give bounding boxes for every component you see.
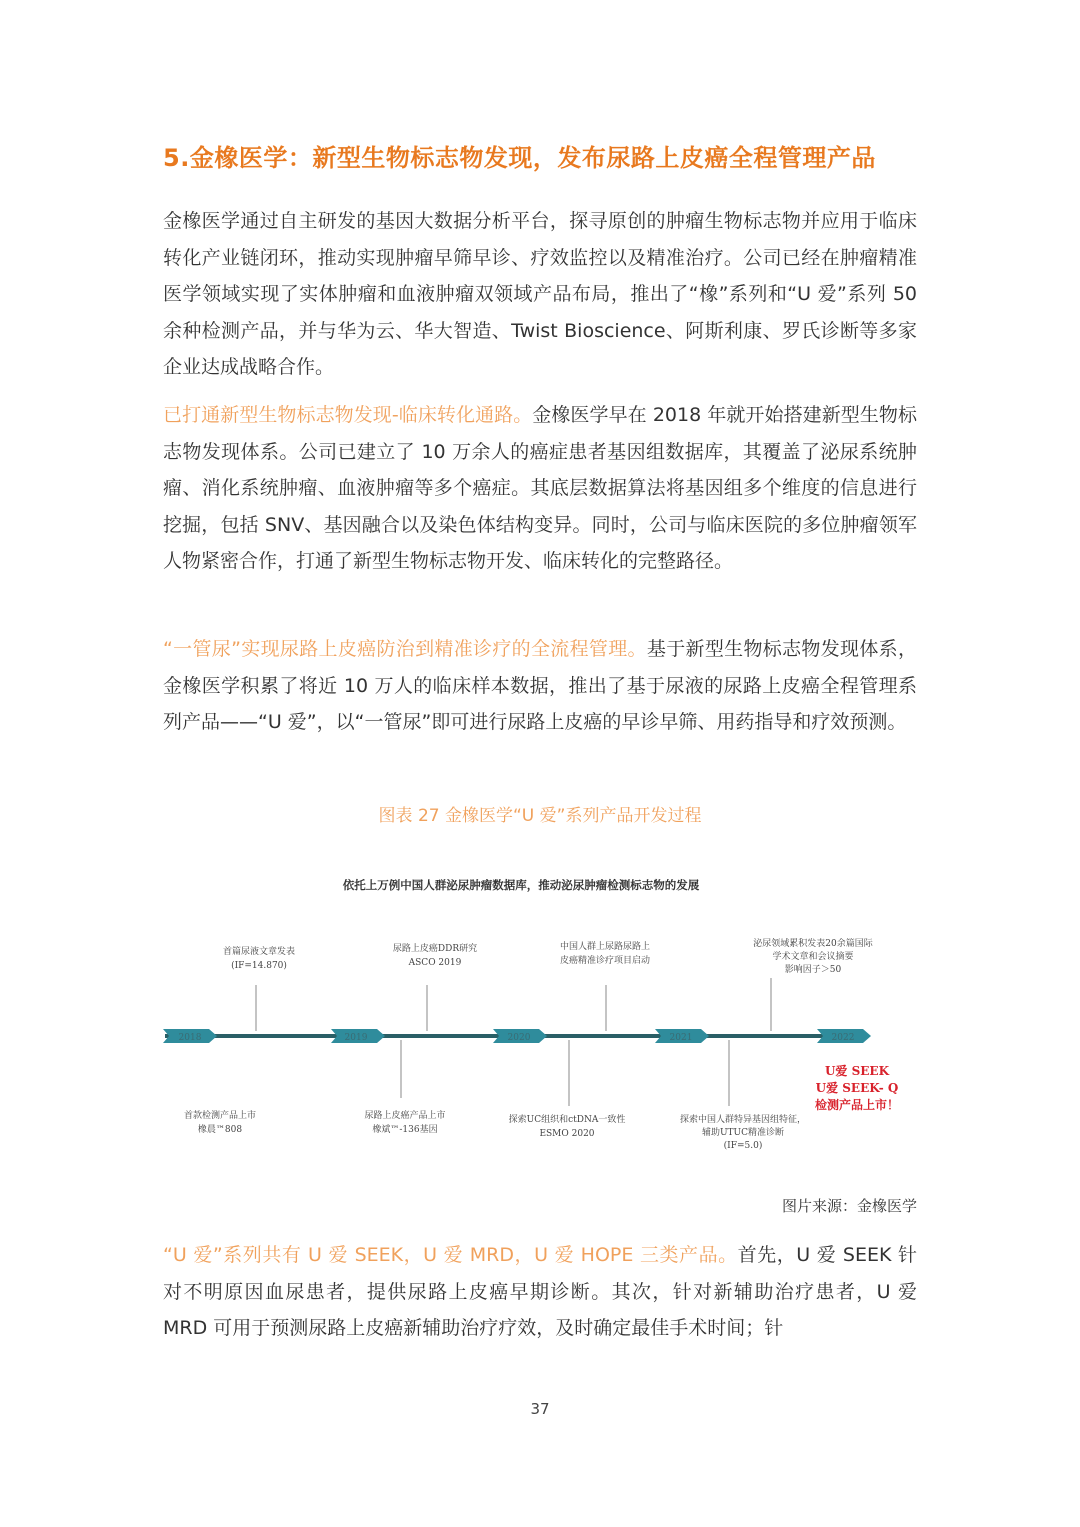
- year-label: 2019: [344, 1033, 368, 1043]
- figure-caption: 图表 27 金橡医学“U 爱”系列产品开发过程: [378, 806, 702, 826]
- year-badge-2018: [163, 1029, 217, 1043]
- event-below: [364, 1109, 445, 1135]
- svg-text:探索UC组织和ctDNA一致性: 探索UC组织和ctDNA一致性: [508, 1115, 626, 1125]
- paragraph-highlight: 已打通新型生物标志物发现-临床转化通路。: [163, 404, 533, 426]
- year-badge-2022: [817, 1029, 871, 1043]
- svg-text:中国人群上尿路尿路上: 中国人群上尿路尿路上: [559, 942, 651, 952]
- paragraph-highlight: “一管尿”实现尿路上皮癌防治到精准诊疗的全流程管理。: [163, 638, 647, 660]
- year-label: 2018: [178, 1033, 202, 1043]
- year-label: 2020: [507, 1033, 531, 1043]
- year-label: 2021: [669, 1033, 693, 1043]
- svg-text:探索中国人群特异基因组特征，: 探索中国人群特异基因组特征，: [679, 1115, 807, 1125]
- year-label: 2022: [831, 1033, 855, 1043]
- paragraph-u-ai-series: [163, 1237, 917, 1347]
- paragraph-highlight: “U 爱”系列共有 U 爱 SEEK，U 爱 MRD，U 爱 HOPE 三类产品。: [163, 1244, 738, 1266]
- svg-text:皮癌精准诊疗项目启动: 皮癌精准诊疗项目启动: [559, 956, 651, 966]
- svg-text:影响因子＞50: 影响因子＞50: [784, 965, 842, 975]
- timeline-svg: [163, 860, 917, 1160]
- svg-text:(IF=5.0): (IF=5.0): [723, 1141, 763, 1151]
- figure-source: 图片来源：金橡医学: [781, 1197, 917, 1215]
- svg-text:辅助UTUC精准诊断: 辅助UTUC精准诊断: [701, 1128, 785, 1138]
- timeline-figure: [163, 860, 917, 1160]
- svg-text:尿路上皮癌DDR研究: 尿路上皮癌DDR研究: [392, 944, 478, 954]
- svg-text:U爱 SEEK- Q: U爱 SEEK- Q: [815, 1081, 899, 1095]
- svg-text:ASCO 2019: ASCO 2019: [408, 958, 462, 968]
- svg-text:泌尿领域累积发表20余篇国际: 泌尿领域累积发表20余篇国际: [753, 939, 873, 949]
- timeline-title: 依托上万例中国人群泌尿肿瘤数据库，推动泌尿肿瘤检测标志物的发展: [342, 878, 700, 892]
- year-badge-2019: [331, 1029, 385, 1043]
- svg-text:尿路上皮癌产品上市: 尿路上皮癌产品上市: [364, 1111, 446, 1121]
- event-above: [560, 940, 650, 966]
- paragraph-urine-management: [163, 631, 917, 741]
- svg-text:首篇尿液文章发表: 首篇尿液文章发表: [222, 947, 296, 957]
- svg-text:橡晨™808: 橡晨™808: [197, 1125, 243, 1135]
- svg-text:U爱 SEEK: U爱 SEEK: [824, 1064, 890, 1078]
- event-below: [509, 1113, 626, 1139]
- launch-callout: [815, 1063, 899, 1112]
- year-badge-2021: [655, 1029, 709, 1043]
- paragraph-text: 金橡医学早在 2018 年就开始搭建新型生物标志物发现体系。公司已建立了 10 万余人的癌症患者基因组数据库，其覆盖了泌尿系统肿瘤、消化系统肿瘤、血液肿瘤等多个癌症。其底层数据算法将基因组多个维度的信息进行挖掘，包括 SNV、基因融合以及染色体结构变异。同时，公司与临床医院的多位肿瘤领军人物紧密合作，打通了新型生物标志物开发、临床转化的完整路径。: [163, 404, 917, 572]
- year-badge-2020: [493, 1029, 547, 1043]
- svg-text:首款检测产品上市: 首款检测产品上市: [183, 1111, 257, 1121]
- event-above: [223, 945, 295, 971]
- event-above: [753, 937, 873, 975]
- svg-text:学术文章和会议摘要: 学术文章和会议摘要: [772, 952, 854, 962]
- paragraph-text: 首先，U 爱 SEEK 针对不明原因血尿患者，提供尿路上皮癌早期诊断。其次，针对新辅助治疗患者，U 爱 MRD 可用于预测尿路上皮癌新辅助治疗疗效，及时确定最佳手术时间；针: [163, 1244, 917, 1339]
- svg-text:ESMO 2020: ESMO 2020: [539, 1129, 595, 1139]
- event-below: [184, 1109, 256, 1135]
- event-below: [680, 1113, 806, 1151]
- svg-text:检测产品上市！: 检测产品上市！: [814, 1098, 900, 1112]
- page-number: 37: [530, 1400, 550, 1418]
- event-above: [393, 942, 477, 968]
- svg-text:橡斌™-136基因: 橡斌™-136基因: [372, 1125, 438, 1135]
- section-heading: 5.金橡医学：新型生物标志物发现，发布尿路上皮癌全程管理产品: [163, 144, 876, 172]
- paragraph-biomarker: [163, 397, 917, 580]
- paragraph-company-intro: [163, 203, 917, 386]
- svg-text:(IF=14.870): (IF=14.870): [231, 961, 287, 971]
- paragraph-text: 基于新型生物标志物发现体系，金橡医学积累了将近 10 万人的临床样本数据，推出了基于尿液的尿路上皮癌全程管理系列产品——“U 爱”，以“一管尿”即可进行尿路上皮癌的早诊早筛、用药指导和疗效预测。: [163, 638, 917, 733]
- paragraph-text: 金橡医学通过自主研发的基因大数据分析平台，探寻原创的肿瘤生物标志物并应用于临床转化产业链闭环，推动实现肿瘤早筛早诊、疗效监控以及精准治疗。公司已经在肿瘤精准医学领域实现了实体肿瘤和血液肿瘤双领域产品布局，推出了“橡”系列和“U 爱”系列 50 余种检测产品，并与华为云、华大智造、Twist Bioscience、阿斯利康、罗氏诊断等多家企业达成战略合作。: [163, 210, 917, 378]
